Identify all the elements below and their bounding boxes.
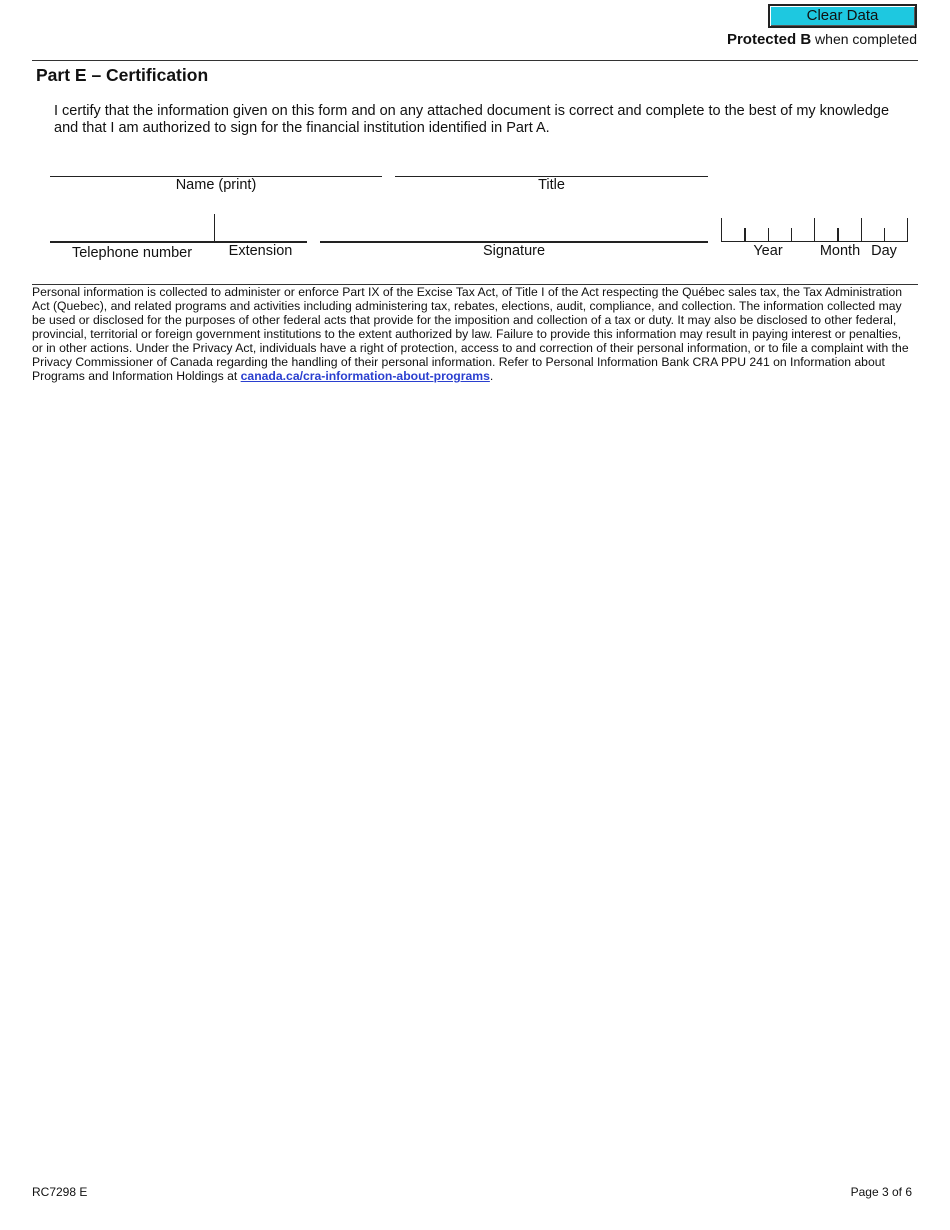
certification-statement: I certify that the information given on this form and on any attached document is correct and complete to the best of my knowledge and that I am authorized to sign for the financial institution identified in Part A. [54,103,890,136]
year-label: Year [753,243,783,259]
month-digit-tick [837,228,839,242]
protected-b-label: Protected B [726,31,812,48]
month-day-separator [861,218,862,242]
protected-when-completed: when completed [811,31,917,47]
extension-label: Extension [228,243,293,259]
cra-information-link[interactable]: canada.ca/cra-information-about-programs [240,369,490,383]
telephone-label: Telephone number [71,245,193,261]
day-label: Day [871,243,897,259]
top-divider [32,60,918,61]
day-digit-tick [884,228,885,242]
date-right-edge [907,218,908,242]
title-label: Title [538,177,565,193]
page-number: Page 3 of 6 [850,1185,912,1199]
telephone-extension-separator [214,214,215,242]
date-left-edge [721,218,722,242]
privacy-notice [32,285,912,383]
form-code: RC7298 E [32,1185,88,1199]
month-label: Month [819,243,861,259]
signature-label: Signature [482,243,546,259]
part-e-title: Part E – Certification [36,65,209,85]
year-month-separator [814,218,815,242]
name-label: Name (print) [175,177,257,193]
protected-b-notice [727,31,917,48]
clear-data-button[interactable]: Clear Data [768,4,917,28]
year-digit-tick-2 [768,228,769,242]
year-digit-tick-3 [791,228,792,242]
date-field[interactable] [721,218,909,243]
privacy-text: Personal information is collected to administer or enforce Part IX of the Excise Tax Act, of Title I of the Act respecting the Québec sales tax, the Tax Administration Act (Quebec), and related programs and activities including administering tax, rebates, elections, audit, compliance, and collection. The information collected may be used or disclosed for the purposes of other federal acts that provide for the imposition and collection of a tax or duty. It may also be disclosed to other federal, provincial, territorial or foreign government institutions to the extent authorized by law. Failure to provide this information may result in paying interest or penalties, or in other actions. Under the Privacy Act, individuals have a right of protection, access to and correction of their personal information, or to file a complaint with the Privacy Commissioner of Canada regarding the handling of their personal information. Refer to Personal Information Bank CRA PPU 241 on Information about Programs and Information Holdings at [32,285,909,383]
year-digit-tick-1 [744,228,746,242]
privacy-end: . [489,369,494,383]
